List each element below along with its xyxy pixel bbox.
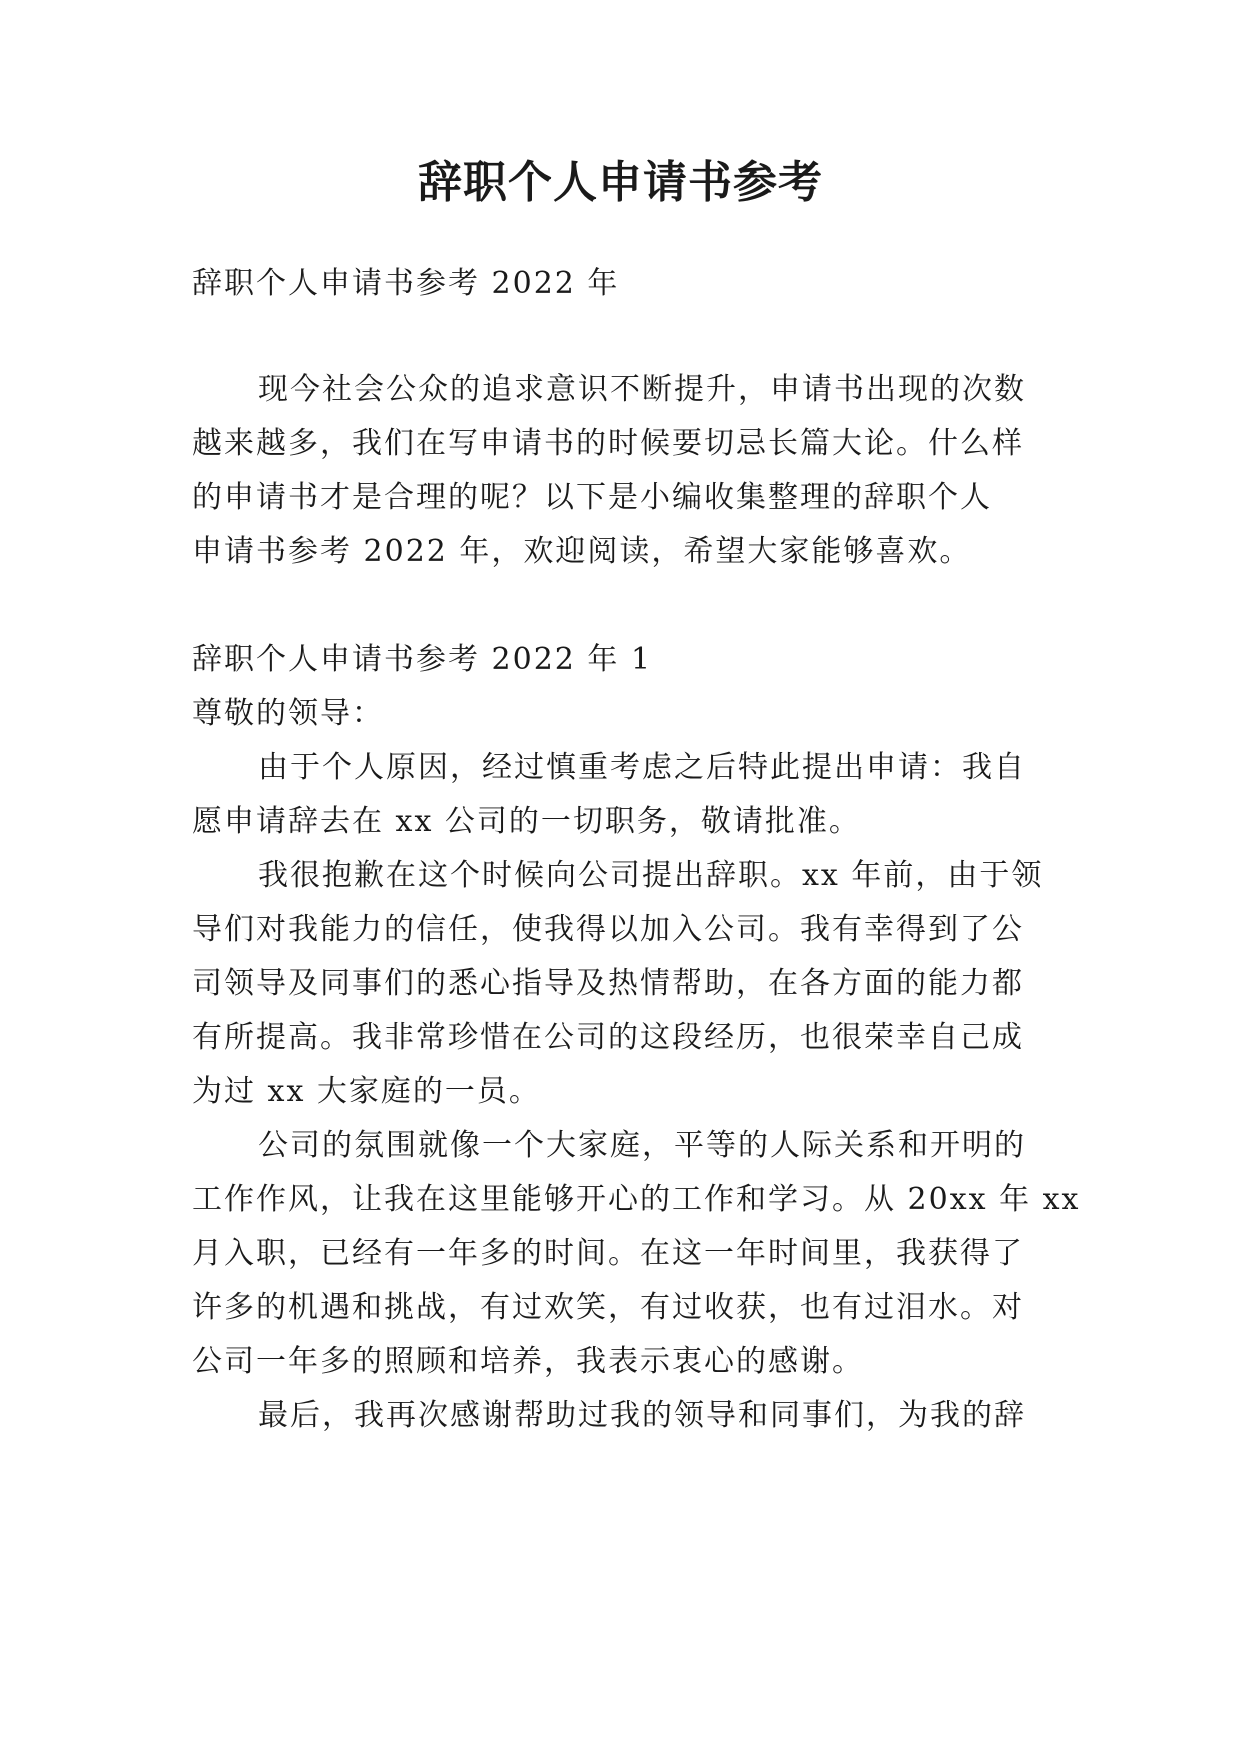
document-title: 辞职个人申请书参考	[418, 157, 823, 208]
intro-line-4: 申请书参考 2022 年，欢迎阅读，希望大家能够喜欢。	[192, 534, 972, 569]
para1-line-2: 愿申请辞去在 xx 公司的一切职务，敬请批准。	[192, 804, 861, 839]
document-subtitle: 辞职个人申请书参考 2022 年	[192, 266, 620, 301]
para3-line-3: 月入职，已经有一年多的时间。在这一年时间里，我获得了	[192, 1236, 1024, 1271]
section-heading: 辞职个人申请书参考 2022 年 1	[192, 642, 653, 677]
para4-line-1: 最后，我再次感谢帮助过我的领导和同事们，为我的辞	[258, 1398, 1026, 1433]
intro-line-3: 的申请书才是合理的呢？以下是小编收集整理的辞职个人	[192, 480, 992, 515]
para1-line-1: 由于个人原因，经过慎重考虑之后特此提出申请：我自	[258, 750, 1026, 785]
intro-line-1: 现今社会公众的追求意识不断提升，申请书出现的次数	[258, 372, 1026, 407]
para2-line-2: 导们对我能力的信任，使我得以加入公司。我有幸得到了公	[192, 912, 1024, 947]
para2-line-5: 为过 xx 大家庭的一员。	[192, 1074, 541, 1109]
para3-line-2: 工作作风，让我在这里能够开心的工作和学习。从 20xx 年 xx	[192, 1182, 1081, 1217]
para3-line-4: 许多的机遇和挑战，有过欢笑，有过收获，也有过泪水。对	[192, 1290, 1024, 1325]
para2-line-4: 有所提高。我非常珍惜在公司的这段经历，也很荣幸自己成	[192, 1020, 1024, 1055]
salutation: 尊敬的领导：	[192, 696, 384, 731]
para3-line-5: 公司一年多的照顾和培养，我表示衷心的感谢。	[192, 1344, 864, 1379]
para3-line-1: 公司的氛围就像一个大家庭，平等的人际关系和开明的	[258, 1128, 1026, 1163]
para2-line-3: 司领导及同事们的悉心指导及热情帮助，在各方面的能力都	[192, 966, 1024, 1001]
intro-line-2: 越来越多，我们在写申请书的时候要切忌长篇大论。什么样	[192, 426, 1024, 461]
para2-line-1: 我很抱歉在这个时候向公司提出辞职。xx 年前，由于领	[258, 858, 1044, 893]
